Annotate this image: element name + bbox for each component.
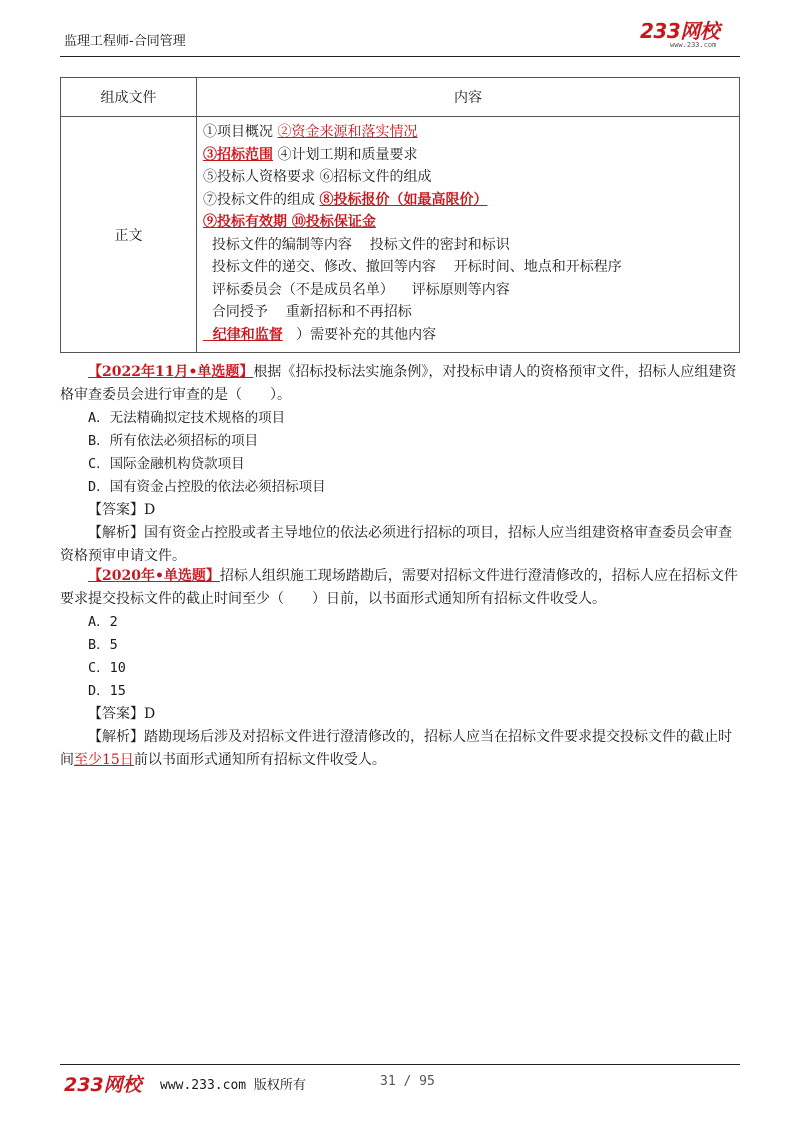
content-segment: ）需要补充的其他内容 xyxy=(282,326,437,343)
answer-label: 【答案】 xyxy=(88,502,144,518)
content-segment: 合同授予 重新招标和不再招标 xyxy=(203,304,412,320)
option-a: A．无法精确拟定技术规格的项目 xyxy=(88,410,286,426)
content-line xyxy=(203,234,733,257)
answer-value: D xyxy=(144,706,156,722)
table-header-row xyxy=(61,78,740,117)
content-line xyxy=(203,324,733,347)
content-segment: ⑧投标报价（如最高限价） xyxy=(319,191,488,208)
content-segment: 评标委员会（不是成员名单） 评标原则等内容 xyxy=(203,281,510,298)
answer-value: D xyxy=(144,502,156,518)
logo-text: 233网校 xyxy=(640,19,720,43)
content-line xyxy=(203,279,733,302)
footer-logo[interactable]: 233网校 xyxy=(64,1074,142,1096)
brand-logo[interactable] xyxy=(640,20,740,52)
answer-line xyxy=(60,499,740,522)
question-tag: 【2020年•单选题】 xyxy=(88,568,220,584)
composition-table xyxy=(60,77,740,353)
content-line xyxy=(203,301,733,324)
content-segment: ②资金来源和落实情况 xyxy=(277,124,418,140)
answer-line xyxy=(60,703,740,726)
analysis-text: 踏勘现场后涉及对招标文件进行澄清修改的，招标人应当在招标文件要求提交投标文件的截止时间 xyxy=(60,729,732,768)
table-row xyxy=(61,117,740,353)
question-stem xyxy=(60,361,740,407)
table-header-cell: 内容 xyxy=(197,78,740,117)
option-b: B．所有依法必须招标的项目 xyxy=(88,433,259,449)
content-cell xyxy=(197,117,740,353)
content-segment: 投标文件的编制等内容 投标文件的密封和标识 xyxy=(203,236,510,253)
analysis-text: 前以书面形式通知所有招标文件收受人。 xyxy=(133,752,386,768)
question-2 xyxy=(60,565,740,772)
footer-copyright: www.233.com 版权所有 xyxy=(160,1078,306,1093)
row-label: 正文 xyxy=(61,117,197,353)
analysis-label: 【解析】 xyxy=(88,525,144,541)
analysis-label: 【解析】 xyxy=(88,729,144,745)
content-line xyxy=(203,256,733,279)
analysis xyxy=(60,522,740,568)
content-segment: ⑦投标文件的组成 xyxy=(203,191,320,208)
content-segment: ①项目概况 xyxy=(203,124,278,140)
content-line xyxy=(203,144,733,167)
analysis-text: 国有资金占控股或者主导地位的依法必须进行招标的项目，招标人应当组建资格审查委员会审查资格预审申请文件。 xyxy=(60,525,732,564)
content-line xyxy=(203,121,733,144)
question-tag: 【2022年11月•单选题】 xyxy=(88,364,254,380)
option-d: D．15 xyxy=(88,683,126,699)
option-b: B．5 xyxy=(88,637,118,653)
header-divider xyxy=(60,56,740,57)
content-segment: ⑤投标人资格要求 ⑥招标文件的组成 xyxy=(203,169,432,185)
option-d: D．国有资金占控股的依法必须招标项目 xyxy=(88,479,326,495)
option-c: C．国际金融机构贷款项目 xyxy=(88,456,245,472)
content-line xyxy=(203,189,733,212)
content-segment: 投标文件的递交、修改、撤回等内容 开标时间、地点和开标程序 xyxy=(203,259,622,275)
stem-text: 招标人组织施工现场踏勘后，需要对招标文件进行澄清修改的，招标人应在招标文件要求提交投标文件的截止时间至少（ ）日前，以书面形式通知所有招标文件收受人。 xyxy=(60,568,738,607)
page-number: 31 / 95 xyxy=(380,1074,435,1089)
question-1 xyxy=(60,361,740,568)
analysis-highlight: 至少15日 xyxy=(74,752,134,768)
content-lines xyxy=(203,121,733,346)
header-title: 监理工程师-合同管理 xyxy=(64,34,186,49)
content-segment: ⑨投标有效期 ⑩投标保证金 xyxy=(203,214,376,230)
analysis xyxy=(60,726,740,772)
option-c: C．10 xyxy=(88,660,126,676)
stem-text: 根据《招标投标法实施条例》，对投标申请人的资格预审文件，招标人应组建资格审查委员会进行审查的是（ ）。 xyxy=(60,364,737,403)
content-segment: ④计划工期和质量要求 xyxy=(273,146,418,163)
logo-url: www.233.com xyxy=(670,41,717,49)
question-stem xyxy=(60,565,740,611)
table-header-cell: 组成文件 xyxy=(61,78,197,117)
content-line xyxy=(203,166,733,189)
option-a: A．2 xyxy=(88,614,118,630)
content-line xyxy=(203,211,733,234)
answer-label: 【答案】 xyxy=(88,706,144,722)
footer-divider xyxy=(60,1064,740,1065)
content-segment: ③招标范围 xyxy=(203,146,273,163)
content-segment: 纪律和监督 xyxy=(203,326,283,343)
